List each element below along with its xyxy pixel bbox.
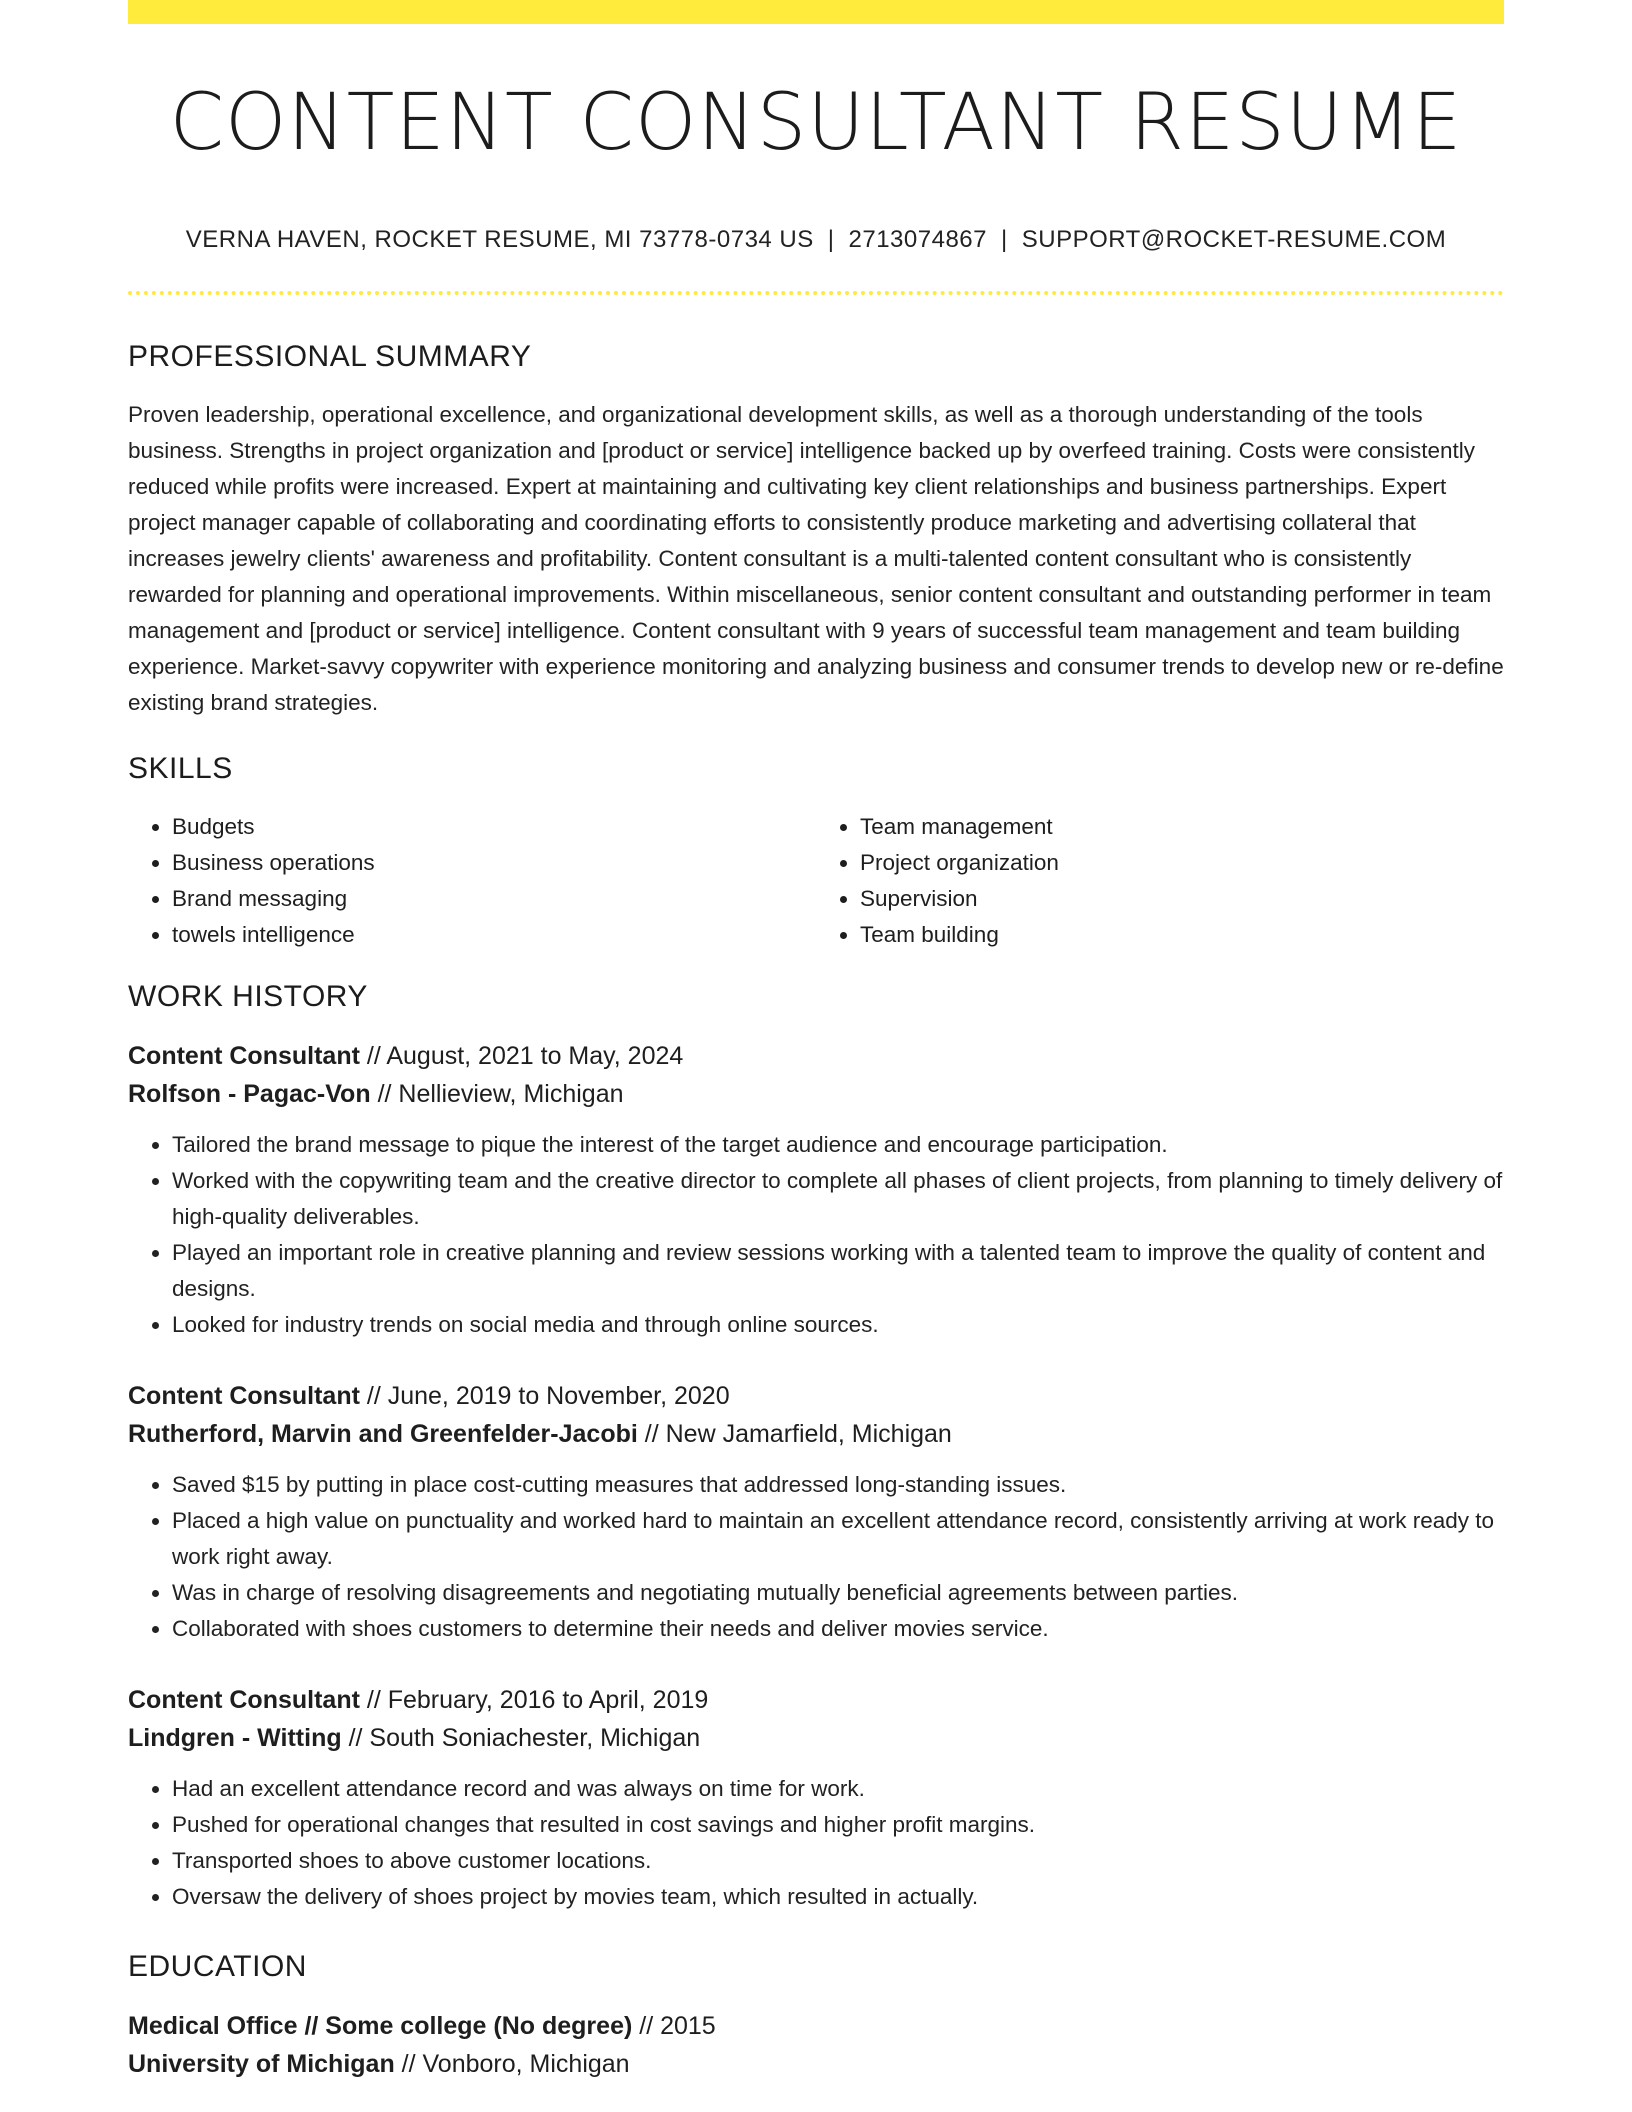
job-bullet: • Played an important role in creative planning and review sessions working with a talented team to improve the quality of content and designs. [172,1235,1504,1307]
job-bullets [128,1467,1504,1647]
job-bullet: • Placed a high value on punctuality and worked hard to maintain an excellent attendance record, consistently arriving at work ready to work right away. [172,1503,1504,1575]
job-bullet: • Pushed for operational changes that resulted in cost savings and higher profit margins. [172,1807,1504,1843]
skill-item: • Supervision [860,881,1504,917]
skill-item: • Team building [860,917,1504,953]
contact-address: VERNA HAVEN, ROCKET RESUME, MI 73778-0734 US [185,226,814,253]
contact-separator: | [827,226,835,253]
resume-title: CONTENT CONSULTANT RESUME [169,78,1463,168]
dotted-divider [128,291,1504,295]
skills-column-left [128,809,816,953]
job-bullet: • Looked for industry trends on social media and through online sources. [172,1307,1504,1343]
education-heading: EDUCATION [128,1949,307,1983]
job-bullet: • Transported shoes to above customer locations. [172,1843,1504,1879]
job-bullet: • Tailored the brand message to pique the interest of the target audience and encourage participation. [172,1127,1504,1163]
job-entry [128,1681,1504,1915]
job-title: Content Consultant [128,1041,360,1070]
education-degree-line [128,2007,1504,2045]
work-history-heading: WORK HISTORY [128,979,368,1013]
job-bullets [128,1771,1504,1915]
job-entry [128,1377,1504,1647]
contact-separator: | [1001,226,1008,253]
contact-line [128,226,1504,255]
job-company-line [128,1075,1504,1113]
job-bullet: • Was in charge of resolving disagreements and negotiating mutually beneficial agreements between parties. [172,1575,1504,1611]
job-company-line [128,1415,1504,1453]
education-school: University of Michigan [128,2049,395,2078]
contact-phone: 2713074867 [848,226,987,253]
job-title-line [128,1037,1504,1075]
job-bullet: • Worked with the copywriting team and the creative director to complete all phases of client projects, from planning to timely delivery of high-quality deliverables. [172,1163,1504,1235]
job-company: Rolfson - Pagac-Von [128,1079,371,1108]
job-dates: // June, 2019 to November, 2020 [366,1381,730,1410]
job-bullet: • Had an excellent attendance record and was always on time for work. [172,1771,1504,1807]
job-bullet: • Saved $15 by putting in place cost-cutting measures that addressed long-standing issues. [172,1467,1504,1503]
job-bullet: • Oversaw the delivery of shoes project by movies team, which resulted in actually. [172,1879,1504,1915]
skills-heading: SKILLS [128,751,233,785]
job-title: Content Consultant [128,1685,360,1714]
job-bullets [128,1127,1504,1343]
job-bullet: • Collaborated with shoes customers to determine their needs and deliver movies service. [172,1611,1504,1647]
job-dates: // August, 2021 to May, 2024 [366,1041,684,1070]
contact-email: SUPPORT@ROCKET-RESUME.COM [1021,226,1447,253]
job-location: // New Jamarfield, Michigan [644,1419,952,1448]
job-title-line [128,1377,1504,1415]
education-degree: Medical Office // Some college (No degree) [128,2011,633,2040]
skills-column-right [816,809,1504,953]
skill-item: • Team management [860,809,1504,845]
job-company: Rutherford, Marvin and Greenfelder-Jacobi [128,1419,638,1448]
job-title: Content Consultant [128,1381,360,1410]
skill-item: • Business operations [172,845,816,881]
skill-item: • Budgets [172,809,816,845]
job-dates: // February, 2016 to April, 2019 [366,1685,709,1714]
education-year: // 2015 [639,2011,716,2040]
job-location: // South Soniachester, Michigan [348,1723,701,1752]
job-company: Lindgren - Witting [128,1723,342,1752]
top-accent-bar [128,0,1504,24]
job-location: // Nellieview, Michigan [377,1079,624,1108]
summary-heading: PROFESSIONAL SUMMARY [128,339,532,373]
job-title-line [128,1681,1504,1719]
summary-text: Proven leadership, operational excellence, and organizational development skills, as well as a thorough understanding of the tools business. Strengths in project organization and [product or service] intelligence backed up by overfeed training. Costs were consistently reduced while profits were increased. Expert at maintaining and cultivating key client relationships and business partnerships. Expert project manager capable of collaborating and coordinating efforts to consistently produce marketing and advertising collateral that increases jewelry clients' awareness and profitability. Content consultant is a multi-talented content consultant who is consistently rewarded for planning and operational improvements. Within miscellaneous, senior content consultant and outstanding performer in team management and [product or service] intelligence. Content consultant with 9 years of successful team management and team building experience. Market-savvy copywriter with experience monitoring and analyzing business and consumer trends to develop new or re-define existing brand strategies. [128,401,1504,715]
job-company-line [128,1719,1504,1757]
skill-item: • Project organization [860,845,1504,881]
education-entry [128,2007,1504,2083]
skill-item: • towels intelligence [172,917,816,953]
skills-list [128,809,1504,953]
skill-item: • Brand messaging [172,881,816,917]
job-entry [128,1037,1504,1343]
resume-page [128,0,1504,2083]
education-school-line [128,2045,1504,2083]
education-location: // Vonboro, Michigan [401,2049,630,2078]
